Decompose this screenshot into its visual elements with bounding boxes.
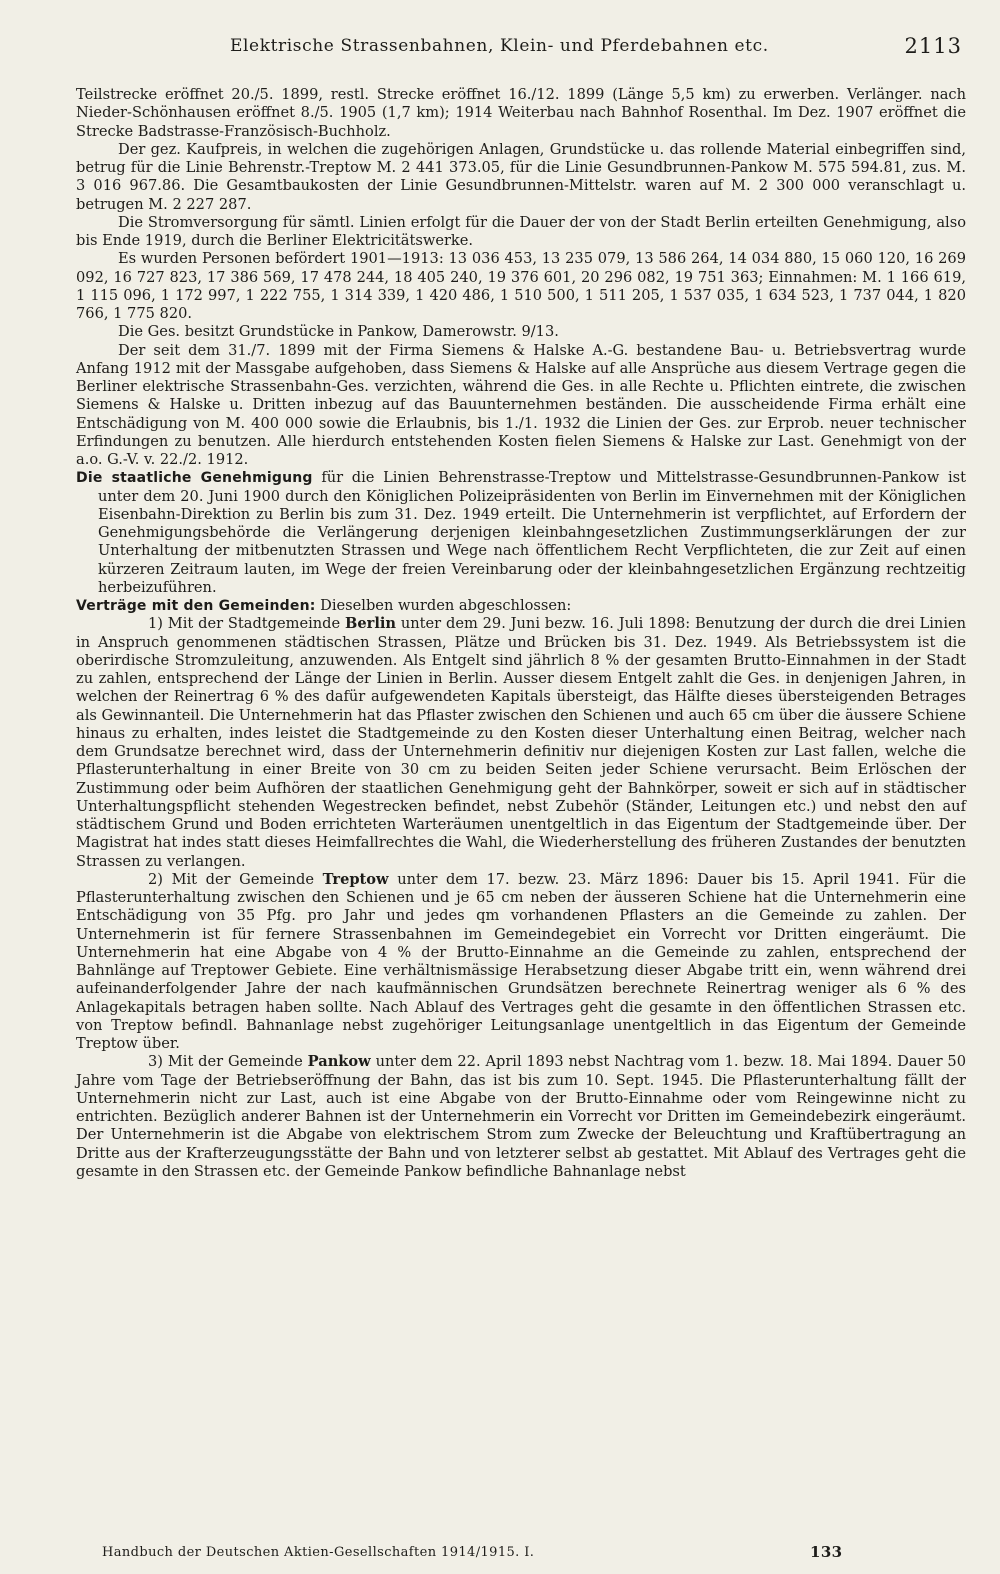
- paragraph-municipal-contracts: [76, 597, 966, 615]
- paragraph-siemens-contract: Der seit dem 31./7. 1899 mit der Firma Siemens & Halske A.-G. bestandene Bau- u. Betriebsvertrag wurde Anfang 1912 mit der Massgabe aufgehoben, dass Siemens & Halske auf alle Ansprüche aus diesem Vertrage gegen die Berliner elektrische Strassenbahn-Ges. verzichten, während die Ges. in alle Rechte u. Pflichten eintrete, die zwischen Siemens & Halske u. Dritten inbezug auf das Bauunternehmen beständen. Die ausscheidende Firma erhält eine Entschädigung von M. 400 000 sowie die Erlaubnis, bis 1./1. 1932 die Linien der Ges. zur Erprob. neuer technischer Erfindungen zu benutzen. Alle hierdurch entstehenden Kosten fielen Siemens & Halske zur Last. Genehmigt von der a.o. G.-V. v. 22./2. 1912.: [76, 341, 966, 468]
- contract-pankow-city: Pankow: [307, 1053, 371, 1071]
- contract-treptow-city: Treptow: [322, 870, 389, 888]
- contract-treptow: [76, 871, 966, 1054]
- contract-berlin-city: Berlin: [345, 615, 397, 633]
- paragraph-purchase-price: Der gez. Kaufpreis, in welchen die zugehörigen Anlagen, Grundstücke u. das rollende Material einbegriffen sind, betrug für die Linie Behrenstr.-Treptow M. 2 441 373.05, für die Linie Gesundbrunnen-Pankow M. 575 594.81, zus. M. 3 016 967.86. Die Gesamtbaukosten der Linie Gesundbrunnen-Mittelstr. waren auf M. 2 300 000 veranschlagt u. betrugen M. 2 227 287.: [76, 140, 966, 213]
- state-approval-text: für die Linien Behrenstrasse-Treptow und Mittelstrasse-Gesundbrunnen-Pankow ist unter dem 20. Juni 1900 durch den Königlichen Polizeipräsidenten von Berlin im Einvernehmen mit der Königlichen Eisenbahn-Direktion zu Berlin bis zum 31. Dez. 1949 erteilt. Die Unternehmerin ist verpflichtet, auf Erfordern der Genehmigungsbehörde die Verlängerung derjenigen kleinbahngesetzlichen Zustimmungserklärungen der zur Unterhaltung der mitbenutzten Strassen und Wege nach öffentlichem Recht Verpflichteten, die zur Zeit auf einen kürzeren Zeitraum lauten, im Wege der freien Vereinbarung oder der kleinbahngesetzlichen Ergänzung rechtzeitig herbeizuführen.: [98, 469, 966, 596]
- contract-treptow-intro: 2) Mit der Gemeinde: [148, 870, 314, 888]
- paragraph-passenger-statistics: Es wurden Personen befördert 1901—1913: 13 036 453, 13 235 079, 13 586 264, 14 034 880, 15 060 120, 16 269 092, 16 727 823, 17 386 569, 17 478 244, 18 405 240, 19 376 601, 20 296 082, 19 751 363; Einnahmen: M. 1 166 619, 1 115 096, 1 172 997, 1 222 755, 1 314 339, 1 420 486, 1 510 500, 1 511 205, 1 537 035, 1 634 523, 1 737 044, 1 820 766, 1 775 820.: [76, 250, 966, 322]
- body-text: [76, 86, 966, 1181]
- contract-pankow-intro: 3) Mit der Gemeinde: [148, 1053, 303, 1071]
- page-number: 2113: [904, 34, 962, 58]
- paragraph-opening: Teilstrecke eröffnet 20./5. 1899, restl. Strecke eröffnet 16./12. 1899 (Länge 5,5 km) zu erwerben. Verlänger. nach Nieder-Schönhausen eröffnet 8./5. 1905 (1,7 km); 1914 Weiterbau nach Bahnhof Rosenthal. Im Dez. 1907 eröffnet die Strecke Badstrasse-Französisch-Buchholz.: [76, 86, 966, 140]
- footer-book-title: Handbuch der Deutschen Aktien-Gesellschaften 1914/1915. I.: [102, 1545, 535, 1560]
- paragraph-power-supply: Die Stromversorgung für sämtl. Linien erfolgt für die Dauer der von der Stadt Berlin erteilten Genehmigung, also bis Ende 1919, durch die Berliner Elektricitätswerke.: [76, 213, 966, 249]
- contract-treptow-text: unter dem 17. bezw. 23. März 1896: Dauer bis 15. April 1941. Für die Pflasterunterhaltung zwischen den Schienen und je 65 cm neben der äusseren Schiene hat die Unternehmerin eine Entschädigung von 35 Pfg. pro Jahr und jedes qm vorhandenen Pflasters an die Gemeinde zu zahlen. Der Unternehmerin ist für fernere Strassenbahnen im Gemeindegebiet ein Vorrecht vor Dritten eingeräumt. Die Unternehmerin hat eine Abgabe von 4 % der Brutto-Einnahme an die Gemeinde zu zahlen, entsprechend der Bahnlänge auf Treptower Gebiete. Eine verhältnismässige Herabsetzung dieser Abgabe tritt ein, wenn während drei aufeinanderfolgender Jahre der nach kaufmännischen Grundsätzen berechnete Reinertrag weniger als 6 % des Anlagekapitals betragen haben sollte. Nach Ablauf des Vertrages geht die gesamte in den öffentlichen Strassen etc. von Treptow befindl. Bahnanlage nebst zugehöriger Leitungsanlage unentgeltlich in das Eigentum der Gemeinde Treptow über.: [76, 870, 966, 1052]
- footer-signature: 133: [810, 1543, 843, 1561]
- municipal-contracts-text: Dieselben wurden abgeschlossen:: [320, 597, 572, 614]
- running-header: [76, 34, 966, 64]
- section-lead-municipal-contracts: Verträge mit den Gemeinden:: [76, 598, 316, 614]
- paragraph-property: Die Ges. besitzt Grundstücke in Pankow, Damerowstr. 9/13.: [118, 323, 559, 341]
- contract-berlin-text: unter dem 29. Juni bezw. 16. Juli 1898: Benutzung der durch die drei Linien in Anspruch genommenen städtischen Strassen, Plätze und Brücken bis 31. Dez. 1949. Als Betriebssystem ist die oberirdische Stromzuleitung, anzuwenden. Als Entgelt sind jährlich 8 % der gesamten Brutto-Einnahmen in der Stadt zu zahlen, entsprechend der Länge der Linien in Berlin. Ausser diesem Entgelt zahlt die Ges. in denjenigen Jahren, in welchen der Reinertrag 6 % des dafür aufgewendeten Kapitals übersteigt, das Hälfte dieses übersteigenden Betrages als Gewinnanteil. Die Unternehmerin hat das Pflaster zwischen den Schienen und auch 65 cm über die äussere Schiene hinaus zu erhalten, indes leistet die Stadtgemeinde zu den Kosten dieser Unterhaltung einen Beitrag, welcher nach dem Grundsatze berechnet wird, dass der Unternehmerin definitiv nur diejenigen Kosten zur Last fallen, welche die Pflasterunterhaltung in einer Breite von 30 cm zu beiden Seiten jeder Schiene verursacht. Beim Erlöschen der Zustimmung oder beim Aufhören der staatlichen Genehmigung geht der Bahnkörper, soweit er sich auf in städtischer Unterhaltungspflicht stehenden Wegestrecken befindet, nebst Zubehör (Ständer, Leitungen etc.) und nebst den auf städtischem Grund und Boden errichteten Warteräumen unentgeltlich in das Eigentum der Stadtgemeinde über. Der Magistrat hat indes statt dieses Heimfallrechtes die Wahl, die Wiederherstellung des früheren Zustandes der benutzten Strassen zu verlangen.: [76, 615, 967, 870]
- contract-pankow-text: unter dem 22. April 1893 nebst Nachtrag vom 1. bezw. 18. Mai 1894. Dauer 50 Jahre vom Tage der Betriebseröffnung der Bahn, das ist bis zum 10. Sept. 1945. Die Pflasterunterhaltung fällt der Unternehmerin nicht zur Last, auch ist eine Abgabe von der Brutto-Einnahme oder vom Reingewinne nicht zu entrichten. Bezüglich anderer Bahnen ist der Unternehmerin ein Vorrecht vor Dritten im Gemeindebezirk eingeräumt. Der Unternehmerin ist die Abgabe von elektrischem Strom zum Zwecke der Beleuchtung und Kraftübertragung an Dritte aus der Krafterzeugungsstätte der Bahn und von letzterer selbst ab gestattet. Mit Ablauf des Vertrages geht die gesamte in den Strassen etc. der Gemeinde Pankow befindliche Bahnanlage nebst: [76, 1053, 966, 1180]
- section-lead-state-approval: Die staatliche Genehmigung: [76, 470, 313, 487]
- contract-pankow: [76, 1053, 966, 1181]
- running-title: Elektrische Strassenbahnen, Klein- und Pferdebahnen etc.: [230, 36, 769, 56]
- paragraph-state-approval: [76, 469, 966, 597]
- contract-berlin-intro: 1) Mit der Stadtgemeinde: [148, 615, 341, 633]
- contract-berlin: [76, 615, 966, 871]
